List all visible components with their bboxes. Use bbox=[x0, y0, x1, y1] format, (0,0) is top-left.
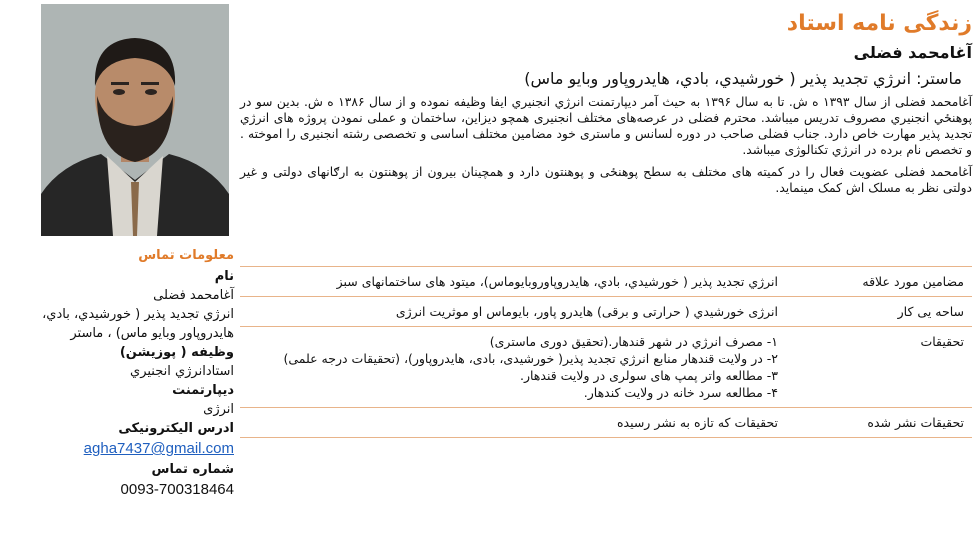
email-link[interactable]: agha7437@gmail.com bbox=[83, 440, 234, 457]
contact-heading: معلومات تماس bbox=[138, 248, 234, 263]
email-label: ادرس الیکترونیکی bbox=[118, 421, 234, 436]
position-value: استادانرژي انجنيري bbox=[130, 364, 234, 379]
position-label: وظیفه ( پوزیشن) bbox=[119, 345, 234, 360]
bio-paragraph-1: آغامحمد فضلی از سال ۱۳۹۳ ه ش. تا به سال ۱۳۹۶ به حیث آمر دیپارتمنت انرژي انجنیري ایفا وظیفه نموده و از سال ۱۳۸۶ ه ش. بدین سو در پوهنځي انجنیري مصروف تدریس میباشد. محترم فضلی در عرصه‌های مختلف انجنیری همچو دیزاین، ساختمان و عملی نمودن پروژه های انرژي تجدید پذیر مهارت خاص دارد. جناب فضلی صاحب در دوره لسانس و ماستری خود مضامین مختلف اساسی و تخصصی رشته انجنیری را اموخته . و تخصص نام برده در انرژي تکنالوژی میباشد. bbox=[240, 95, 972, 157]
table-row bbox=[240, 297, 972, 327]
degree-line: ماستر: انرژي تجديد پذير ( خورشيدي، بادي، هايدروپاور وبايو ماس) bbox=[524, 69, 962, 88]
table-row-value-line: ۳- مطالعه واتر پمپ های سولری در ولایت قندهار. bbox=[519, 368, 778, 383]
table-row-value-line: انرژی خورشیدي ( حرارتی و برقی) هایدرو پاور، بایوماس او موثریت انرژی bbox=[395, 304, 778, 319]
bio-paragraph-2: آغامحمد فضلی عضویت فعال را در کمیته های مختلف به سطح پوهنځی و پوهنتون دارد و همچینان بیرون از پوهنتون به ارګانهای دولتی و غیر دولتی نظر به مسلک اش کمک مینماید. bbox=[240, 165, 972, 195]
profile-table-body bbox=[240, 267, 972, 438]
table-row-key: تحقیقات bbox=[786, 327, 972, 408]
table-row-key: ساحه یی کار bbox=[786, 297, 972, 327]
biography-section bbox=[240, 0, 972, 196]
portrait-photo bbox=[41, 4, 229, 236]
department-value: انرژی bbox=[203, 402, 234, 417]
table-row-value-line: تحقیقات که تازه به نشر رسیده bbox=[616, 415, 778, 430]
department-label: دیپارتمنت bbox=[172, 383, 234, 398]
table-row-value-line: انرژي تجديد پذير ( خورشيدي، بادي، هايدروپاوروبايوماس)، ميتود های ساختمانهای سبز bbox=[336, 274, 778, 289]
table-row bbox=[240, 408, 972, 438]
table-row-value bbox=[240, 297, 786, 327]
profile-table bbox=[240, 266, 972, 438]
portrait-illustration bbox=[41, 4, 229, 236]
table-row-value-line: ۱- مصرف انرژي در شهر قندهار.(تحقيق دوری ماستری) bbox=[489, 334, 778, 349]
degree-value: انرژي تجديد پذير ( خورشيدي، بادي، هايدروپاور وبايو ماس) ، ماستر bbox=[42, 307, 234, 341]
table-row bbox=[240, 327, 972, 408]
phone-label: شماره تماس bbox=[151, 462, 234, 477]
teacher-name: آغامحمد فضلی bbox=[853, 43, 972, 62]
table-row-value bbox=[240, 267, 786, 297]
name-label: نام bbox=[214, 269, 234, 284]
contact-panel bbox=[2, 246, 234, 501]
table-row-value-line: ۲- در ولایت قندهار منابع انرژي تجدید پذیر( خورشیدی، بادی، هایدروپاور)، (تحقیقات درجه علمی) bbox=[283, 351, 778, 366]
name-value: آغامحمد فضلی bbox=[153, 288, 234, 303]
table-row-key: تحقیقات نشر شده bbox=[786, 408, 972, 438]
table-row-key: مضامین مورد علاقه bbox=[786, 267, 972, 297]
table-row-value bbox=[240, 408, 786, 438]
table-row-value-line: ۴- مطالعه سرد خانه در ولایت کندهار. bbox=[583, 385, 778, 400]
phone-value: 0093-700318464 bbox=[120, 481, 234, 498]
table-row bbox=[240, 267, 972, 297]
page-title: زندگی نامه استاد bbox=[786, 11, 972, 36]
table-row-value bbox=[240, 327, 786, 408]
